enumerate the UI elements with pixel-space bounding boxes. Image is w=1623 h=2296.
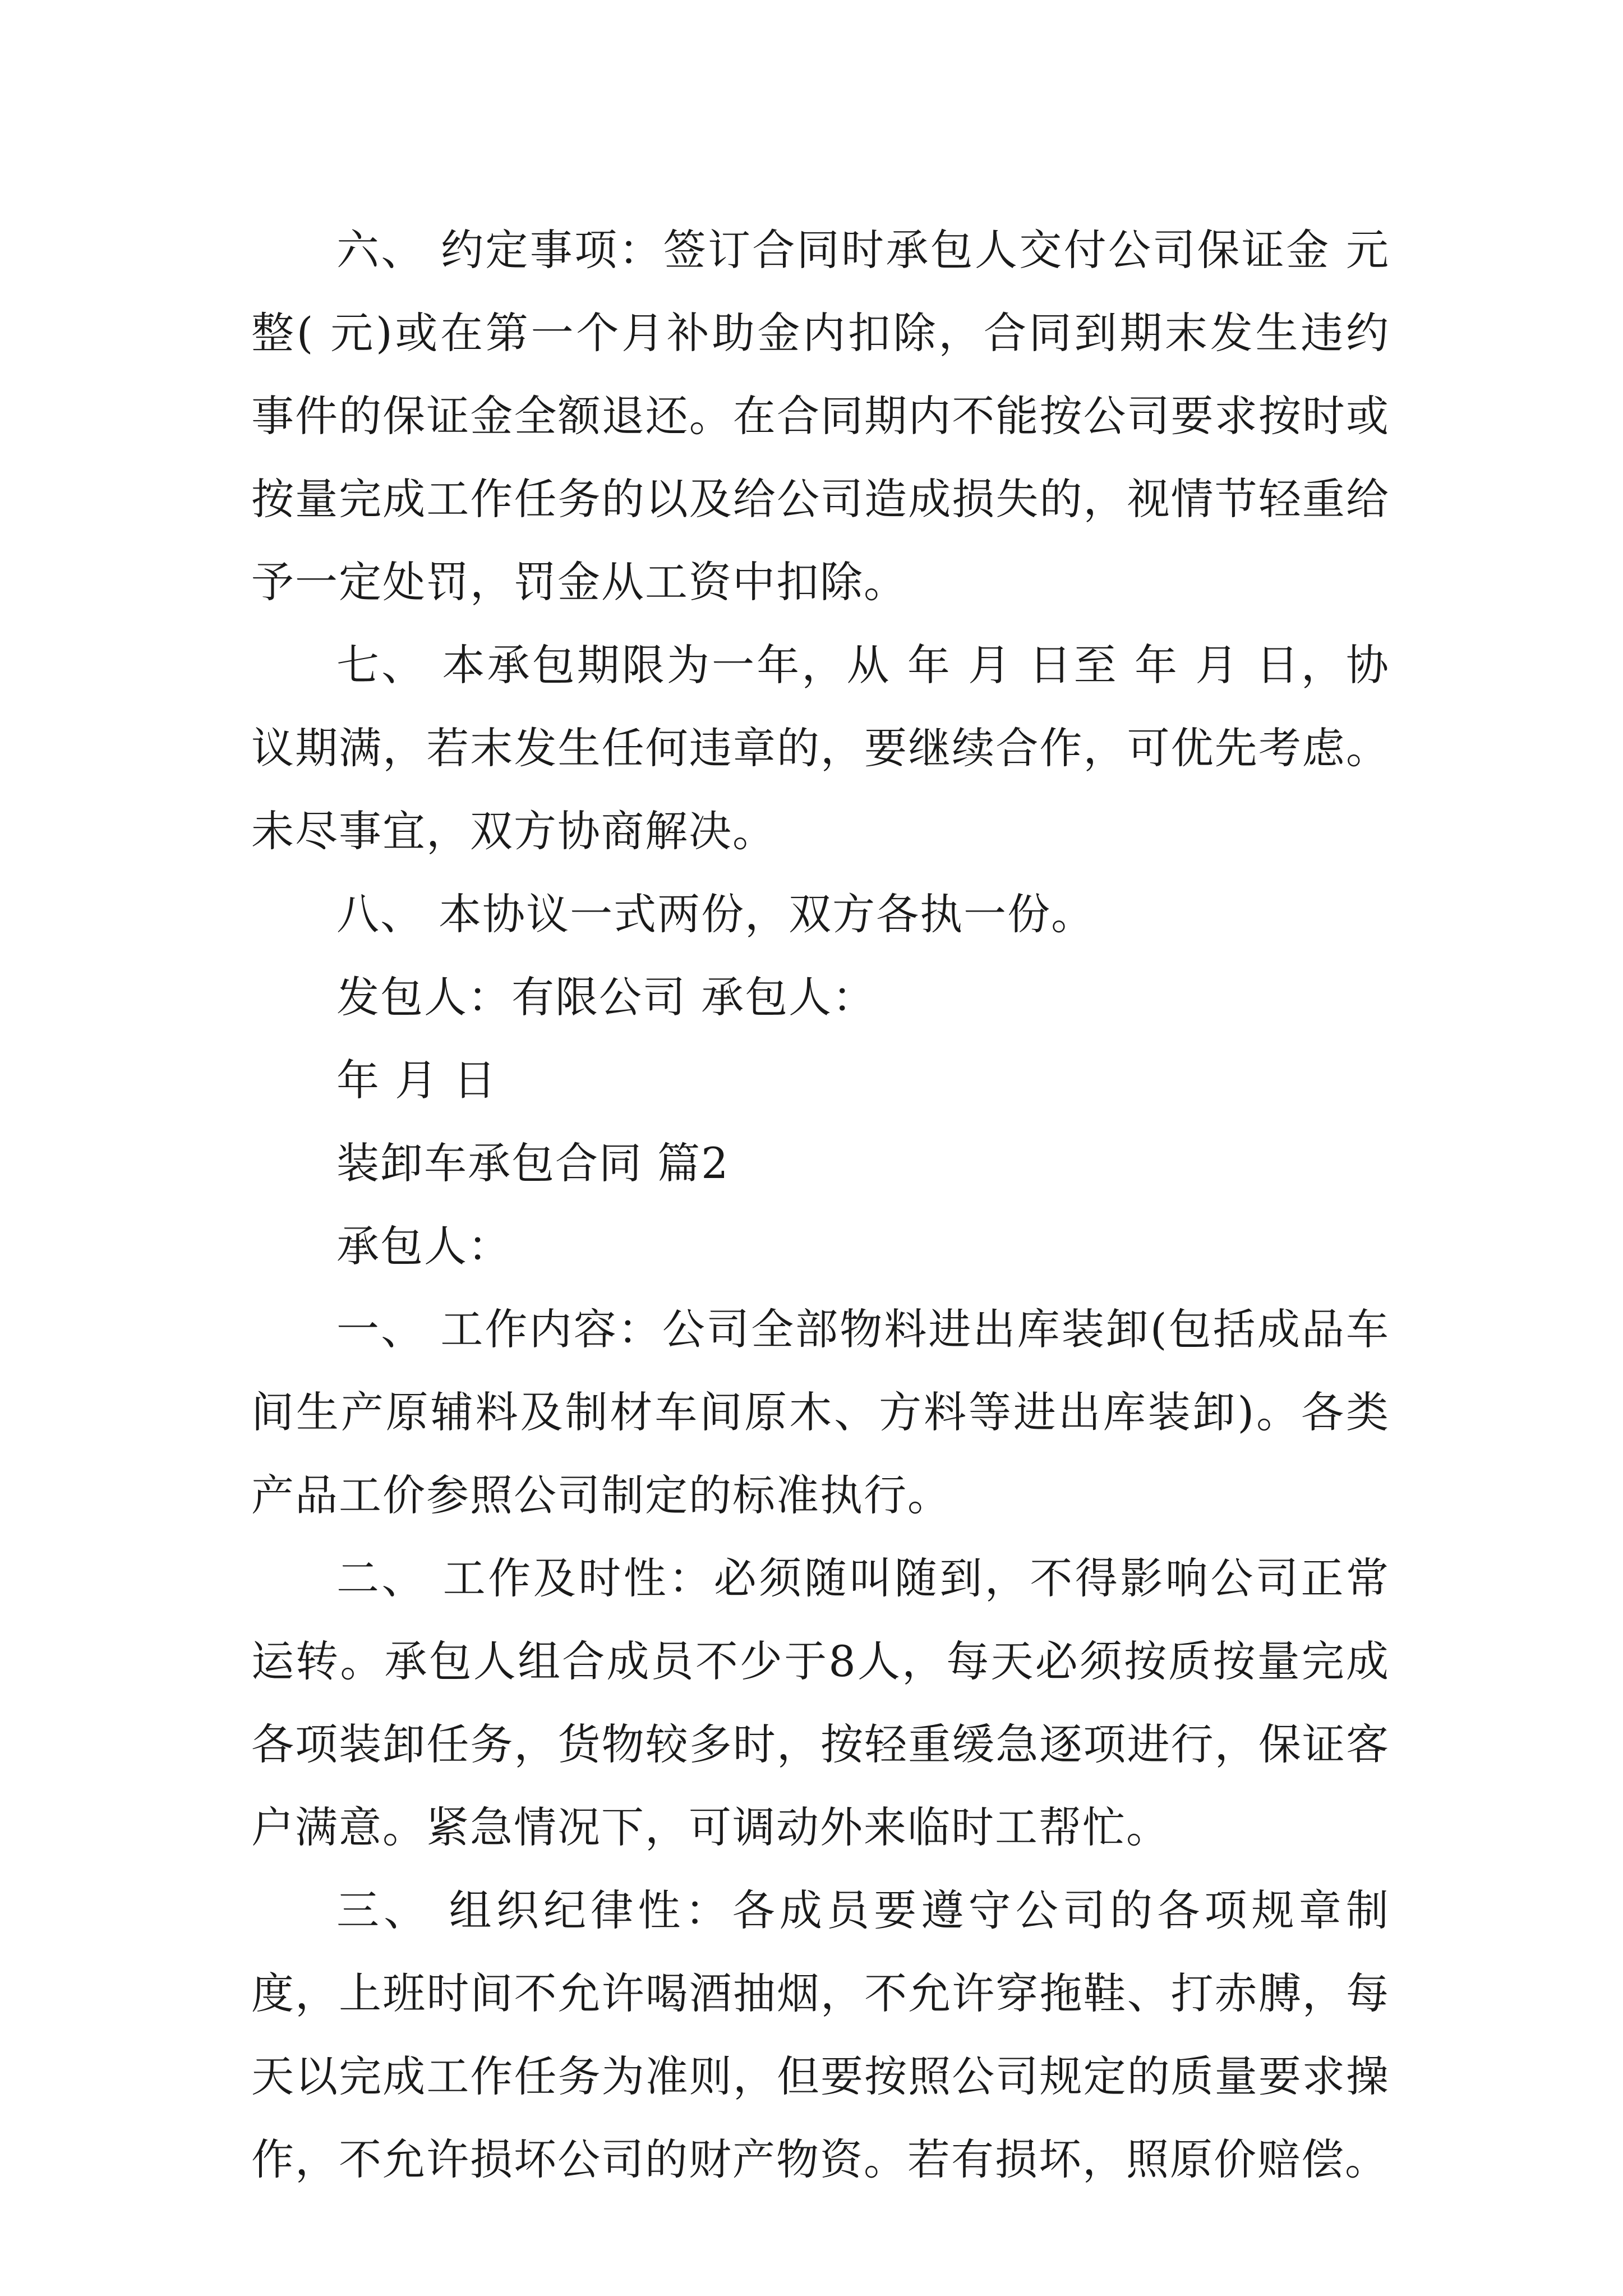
clause-seven-paragraph: 七、 本承包期限为一年，从 年 月 日至 年 月 日，协议期满，若末发生任何违章的，要继续合作，可优先考虑。未尽事宜，双方协商解决。 bbox=[251, 640, 1390, 856]
clause-three-paragraph: 三、 组织纪律性：各成员要遵守公司的各项规章制度，上班时间不允许喝酒抽烟，不允许穿拖鞋、打赤膊，每天以完成工作任务为准则，但要按照公司规定的质量要求操作，不允许损坏公司的财产物资。若有损坏，照原价赔偿。 bbox=[251, 1885, 1390, 2184]
clause-eight-line: 八、 本协议一式两份，双方各执一份。 bbox=[336, 889, 1095, 939]
document-body bbox=[251, 209, 1390, 2201]
clause-one-paragraph: 一、 工作内容：公司全部物料进出库装卸(包括成品车间生产原辅料及制材车间原木、方料等进出库装卸)。各类产品工价参照公司制定的标准执行。 bbox=[251, 1304, 1390, 1520]
signature-parties-line: 发包人：有限公司 承包人： bbox=[336, 972, 877, 1022]
clause-two-paragraph: 二、 工作及时性：必须随叫随到，不得影响公司正常运转。承包人组合成员不少于8人，每天必须按质按量完成各项装卸任务，货物较多时，按轻重缓急逐项进行，保证客户满意。紧急情况下，可调动外来临时工帮忙。 bbox=[251, 1553, 1390, 1852]
section-title: 装卸车承包合同 篇2 bbox=[336, 1138, 730, 1188]
clause-six-paragraph: 六、 约定事项：签订合同时承包人交付公司保证金 元整( 元)或在第一个月补助金内扣除，合同到期末发生违约事件的保证金全额退还。在合同期内不能按公司要求按时或按量完成工作任务的以及给公司造成损失的，视情节轻重给予一定处罚，罚金从工资中扣除。 bbox=[251, 225, 1390, 607]
signature-date-line: 年 月 日 bbox=[336, 1055, 497, 1105]
contractor-line: 承包人： bbox=[336, 1221, 511, 1271]
